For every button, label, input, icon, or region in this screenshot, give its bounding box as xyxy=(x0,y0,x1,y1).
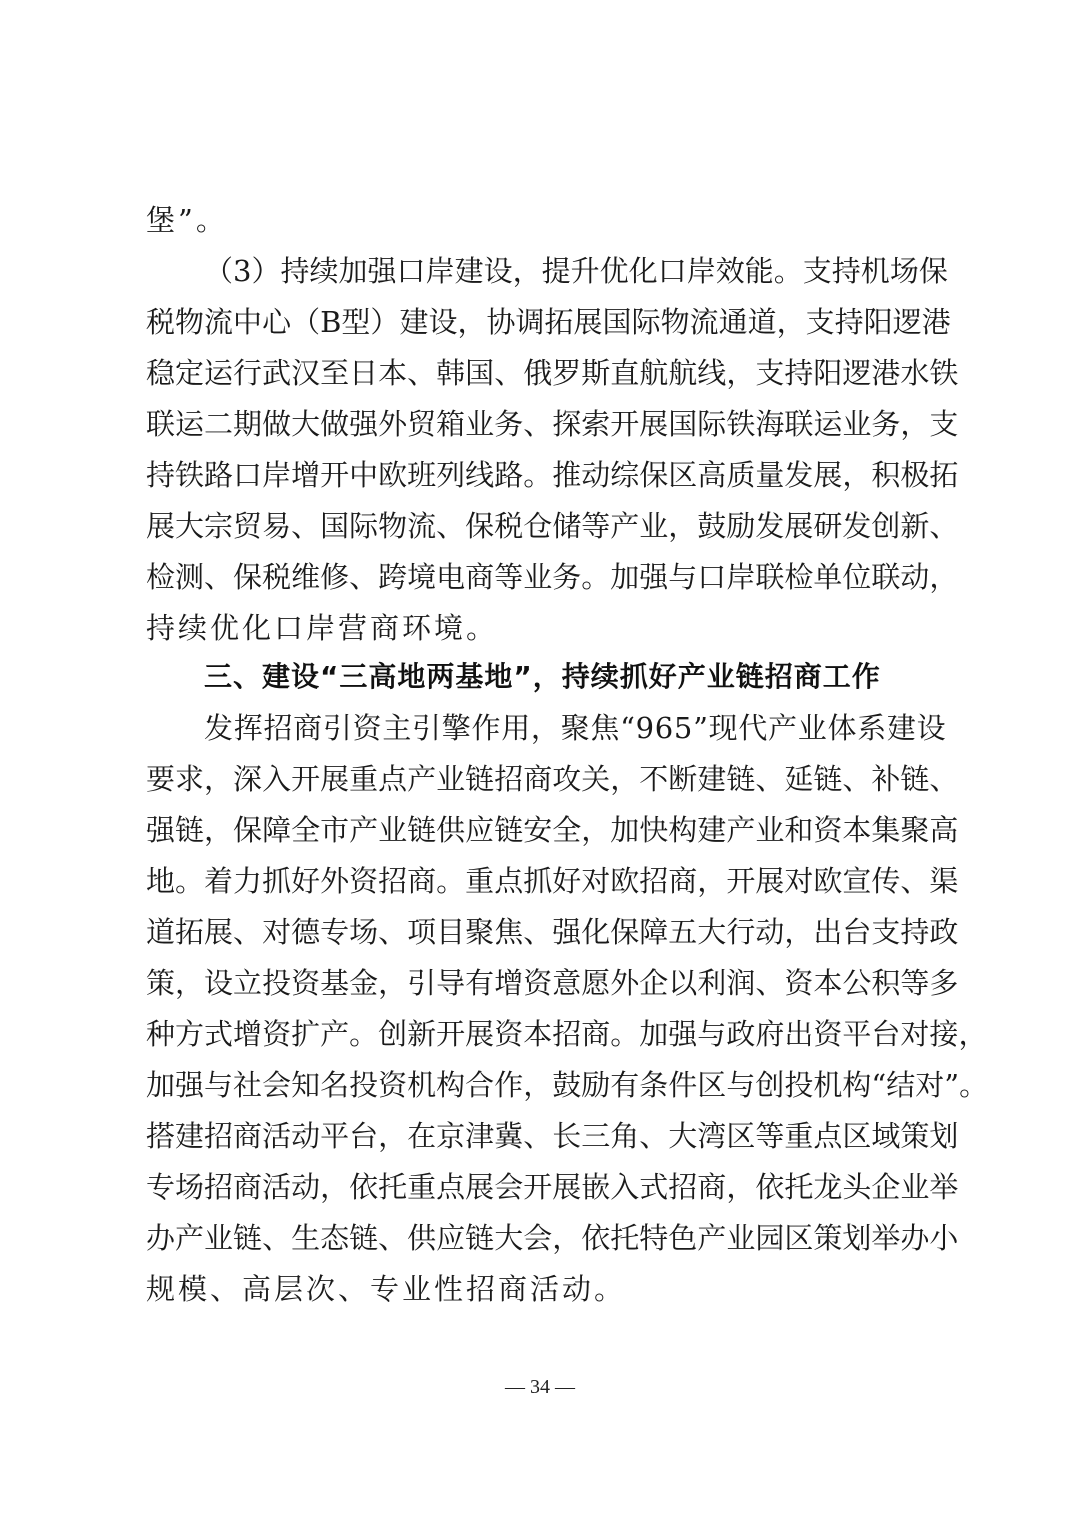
paragraph-line: 加 强 与 社 会 知 名 投 资 机 构 合 作 ， 鼓 励 有 条 件 区 与 创 投 机 构 “ 结 对 ” 。 xyxy=(146,1068,989,1102)
paragraph-line: 道 拓 展 、 对 德 专 场 、 项 目 聚 焦 、 强 化 保 障 五 大 行 动 ， 出 台 支 持 政 xyxy=(146,915,959,949)
paragraph-line: 发 挥 招 商 引 资 主 引 擎 作 用 ， 聚 焦 “ 9 6 5 ” 现 代 产 业 体 系 建 设 xyxy=(204,711,946,745)
paragraph-line: 专 场 招 商 活 动 ， 依 托 重 点 展 会 开 展 嵌 入 式 招 商 ， 依 托 龙 头 企 业 举 xyxy=(146,1170,959,1204)
paragraph-line: 联 运 二 期 做 大 做 强 外 贸 箱 业 务 、 探 索 开 展 国 际 铁 海 联 运 业 务 ， 支 xyxy=(146,407,959,441)
paragraph-line: 搭 建 招 商 活 动 平 台 ， 在 京 津 冀 、 长 三 角 、 大 湾 区 等 重 点 区 域 策 划 xyxy=(146,1119,959,1153)
paragraph-line: 检 测 、 保 税 维 修 、 跨 境 电 商 等 业 务 。 加 强 与 口 岸 联 检 单 位 联 动 ， xyxy=(146,560,959,594)
paragraph-line: （ 3 ） 持 续 加 强 口 岸 建 设 ， 提 升 优 化 口 岸 效 能 。 支 持 机 场 保 xyxy=(204,254,948,288)
paragraph-line: 规模、高层次、专业性招商活动。 xyxy=(146,1272,627,1306)
page-number: — 34 — xyxy=(505,1376,575,1398)
paragraph-line: 持续优化口岸营商环境。 xyxy=(146,611,499,645)
paragraph-line: 要 求 ， 深 入 开 展 重 点 产 业 链 招 商 攻 关 ， 不 断 建 链 、 延 链 、 补 链 、 xyxy=(146,762,959,796)
paragraph-line: 税 物 流 中 心 （ B 型 ） 建 设 ， 协 调 拓 展 国 际 物 流 通 道 ， 支 持 阳 逻 港 xyxy=(146,305,951,339)
paragraph-line: 办 产 业 链 、 生 态 链 、 供 应 链 大 会 ， 依 托 特 色 产 业 园 区 策 划 举 办 小 xyxy=(146,1221,959,1255)
paragraph-line: 种 方 式 增 资 扩 产 。 创 新 开 展 资 本 招 商 。 加 强 与 政 府 出 资 平 台 对 接 ， xyxy=(146,1017,988,1051)
paragraph-line: 稳 定 运 行 武 汉 至 日 本 、 韩 国 、 俄 罗 斯 直 航 航 线 ， 支 持 阳 逻 港 水 铁 xyxy=(146,356,959,390)
paragraph-line: 地 。 着 力 抓 好 外 资 招 商 。 重 点 抓 好 对 欧 招 商 ， 开 展 对 欧 宣 传 、 渠 xyxy=(146,864,959,898)
paragraph-line: 强 链 ， 保 障 全 市 产 业 链 供 应 链 安 全 ， 加 快 构 建 产 业 和 资 本 集 聚 高 xyxy=(146,813,959,847)
paragraph-line: 堡”。 xyxy=(146,203,228,237)
paragraph-line: 展 大 宗 贸 易 、 国 际 物 流 、 保 税 仓 储 等 产 业 ， 鼓 励 发 展 研 发 创 新 、 xyxy=(146,509,959,543)
paragraph-line: 持 铁 路 口 岸 增 开 中 欧 班 列 线 路 。 推 动 综 保 区 高 质 量 发 展 ， 积 极 拓 xyxy=(146,458,959,492)
paragraph-line: 策 ， 设 立 投 资 基 金 ， 引 导 有 增 资 意 愿 外 企 以 利 润 、 资 本 公 积 等 多 xyxy=(146,966,959,1000)
section-heading: 三、建设“三高地两基地”，持续抓好产业链招商工作 xyxy=(204,660,881,693)
